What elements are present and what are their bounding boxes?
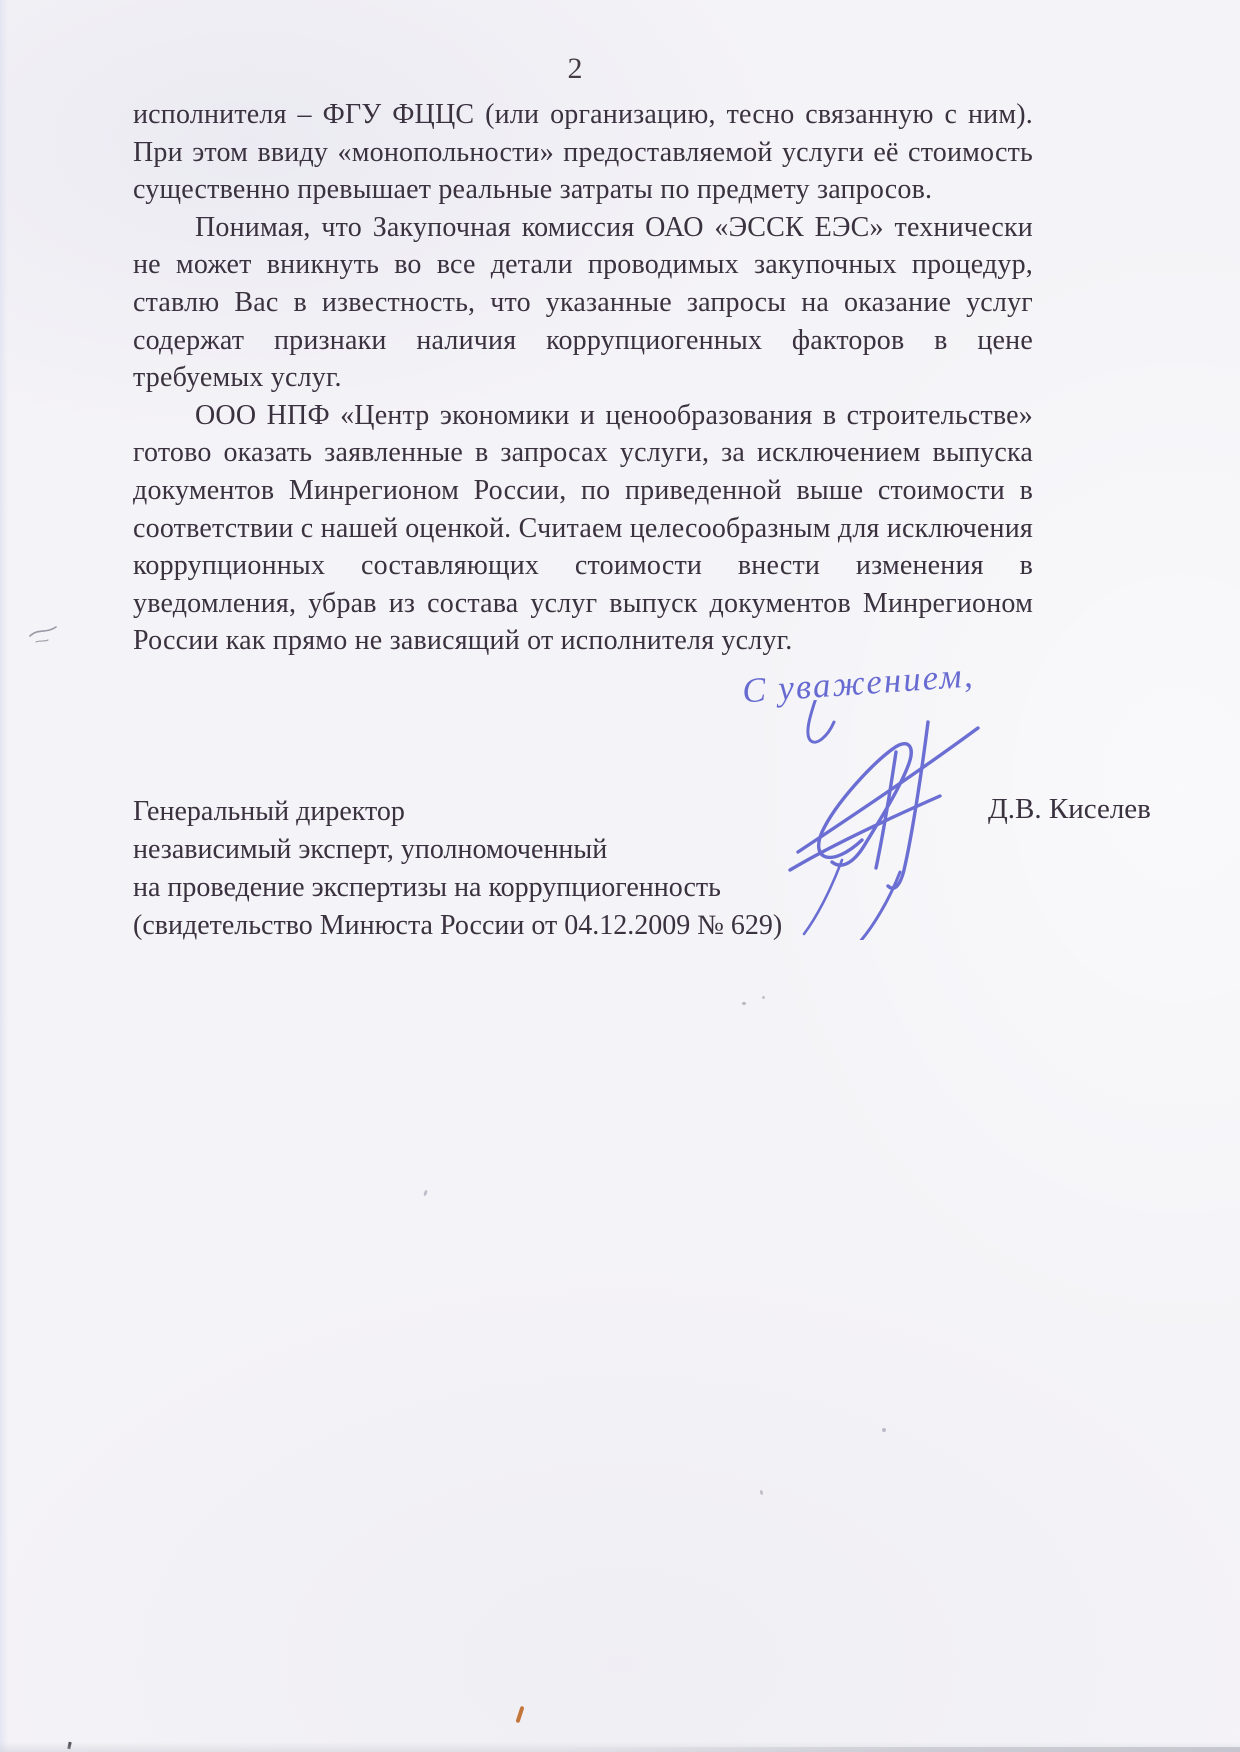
pencil-mark-artifact (26, 618, 60, 652)
scan-bottom-edge (0, 1742, 1240, 1752)
scan-left-edge (0, 0, 8, 1752)
dust-speck (759, 1490, 763, 1496)
signer-titles (133, 793, 813, 945)
paragraph-notice: Понимая, что Закупочная комиссия ОАО «ЭССК ЕЭС» технически не может вникнуть во все детали проводимых закупочных процедур, ставлю Вас в известность, что указанные запросы на оказание услуг содержат признаки наличия коррупциогенных факторов в цене требуемых услуг. (133, 211, 1033, 394)
signer-title-line: (свидетельство Минюста России от 04.12.2009 № 629) (133, 910, 783, 941)
dust-speck (742, 1002, 746, 1005)
handwritten-signoff: С уважением, (741, 655, 976, 711)
dust-speck (762, 996, 765, 999)
paragraph-proposal: ООО НПФ «Центр экономики и ценообразования в строительстве» готово оказать заявленные в запросах услуги, за исключением выпуска документов Минрегионом России, по приведенной выше стоимости в соответствии с нашей оценкой. Считаем целесообразным для исключения коррупционных составляющих стоимости внести изменения в уведомления, убрав из состава услуг выпуск документов Минрегионом России как прямо не зависящий от исполнителя услуг. (133, 399, 1033, 657)
scan-tick-artifact (67, 1742, 71, 1749)
signer-title-line: на проведение экспертизы на коррупциогенность (133, 872, 721, 903)
signer-name: Д.В. Киселев (988, 793, 1151, 825)
signer-title-line: Генеральный директор (133, 796, 405, 827)
page-number: 2 (567, 52, 583, 85)
letter-body (133, 96, 1033, 660)
signer-title-line: независимый эксперт, уполномоченный (133, 834, 608, 865)
dust-speck (882, 1428, 886, 1432)
paragraph-continuation: исполнителя – ФГУ ФЦЦС (или организацию, тесно связанную с ним). При этом ввиду «монопольности» предоставляемой услуги её стоимость существенно превышает реальные затраты по предмету запросов. (133, 99, 1033, 206)
ink-speck-artifact (515, 1706, 524, 1723)
dust-speck (423, 1190, 428, 1197)
